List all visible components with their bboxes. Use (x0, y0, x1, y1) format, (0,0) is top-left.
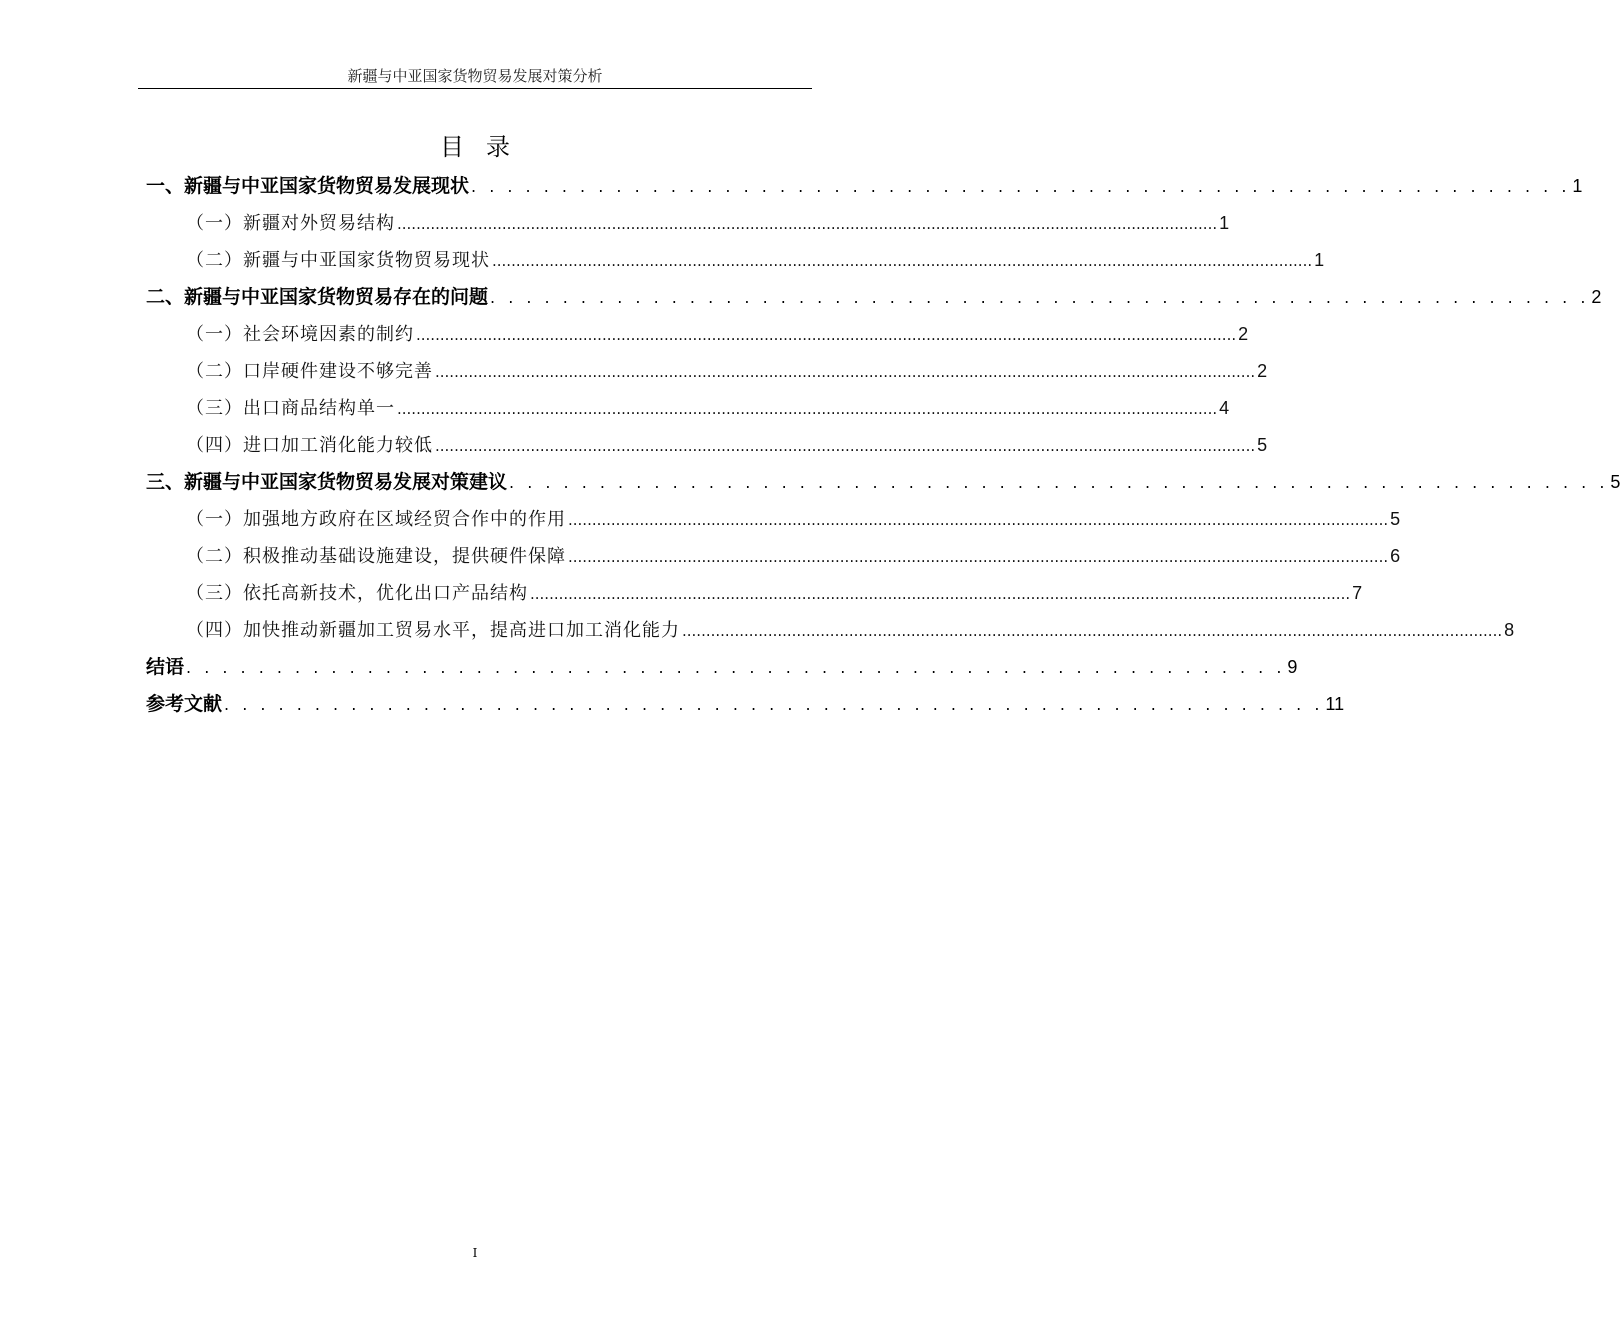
toc-subsection-entry[interactable] (146, 612, 1515, 649)
toc-entry-page: 1 (1572, 176, 1583, 196)
toc-subsection-entry[interactable] (146, 353, 1268, 390)
toc-entry-page: 1 (1219, 213, 1230, 233)
toc-entry-label: （一）加强地方政府在区域经贸合作中的作用 (186, 509, 566, 530)
toc-subsection-entry[interactable] (146, 501, 1401, 538)
toc-entry-label: （三）依托高新技术，优化出口产品结构 (186, 583, 528, 604)
toc-subsection-entry[interactable] (146, 427, 1268, 464)
toc-entry-page: 2 (1591, 287, 1602, 307)
toc-section-entry[interactable] (146, 464, 1620, 501)
toc-subsection-entry[interactable] (146, 316, 1249, 353)
toc-entry-page: 6 (1390, 546, 1401, 566)
toc-dot-leader: ............................................................................................................................................................................ (568, 511, 1389, 529)
toc-entry-label: 一、新疆与中亚国家货物贸易发展现状 (146, 175, 470, 197)
toc-entry-page: 7 (1352, 583, 1363, 603)
toc-entry-label: 参考文献 (146, 693, 223, 715)
toc-entry-label: 结语 (146, 656, 185, 678)
toc-section-entry[interactable] (146, 168, 1583, 205)
toc-dot-leader: ............................................................................................................................................................................ (530, 585, 1351, 603)
toc-entry-page: 2 (1257, 361, 1268, 381)
toc-entry-page: 1 (1314, 250, 1325, 270)
toc-title: 目录 (440, 133, 532, 161)
toc-dot-leader: . . . . . . . . . . . . . . . . . . . . . . . . . . . . . . . . . . . . . . . . . . . . . . . . . . . . . . . . . . . . . (490, 288, 1590, 307)
toc-subsection-entry[interactable] (146, 242, 1325, 279)
toc-dot-leader: . . . . . . . . . . . . . . . . . . . . . . . . . . . . . . . . . . . . . . . . . . . . . . . . . . . . . . . . . . . . . (224, 695, 1324, 714)
toc-entry-label: （二）积极推动基础设施建设，提供硬件保障 (186, 546, 566, 567)
toc-subsection-entry[interactable] (146, 205, 1230, 242)
running-header: 新疆与中亚国家货物贸易发展对策分析 (138, 64, 812, 89)
toc-entry-label: （一）新疆对外贸易结构 (186, 213, 395, 234)
toc-entry-page: 5 (1610, 472, 1620, 492)
toc-entry-page: 5 (1390, 509, 1401, 529)
toc-entry-page: 4 (1219, 398, 1230, 418)
toc-entry-label: 二、新疆与中亚国家货物贸易存在的问题 (146, 286, 489, 308)
toc-section-entry[interactable] (146, 279, 1602, 316)
page-number: I (472, 1246, 478, 1260)
toc-entry-label: （一）社会环境因素的制约 (186, 324, 414, 345)
toc-dot-leader: ............................................................................................................................................................................ (492, 252, 1313, 270)
toc-dot-leader: ............................................................................................................................................................................ (397, 400, 1218, 418)
toc-entry-label: （三）出口商品结构单一 (186, 398, 395, 419)
toc-dot-leader: ............................................................................................................................................................................ (682, 622, 1503, 640)
toc-dot-leader: . . . . . . . . . . . . . . . . . . . . . . . . . . . . . . . . . . . . . . . . . . . . . . . . . . . . . . . . . . . . . (509, 473, 1609, 492)
toc-dot-leader: ............................................................................................................................................................................ (568, 548, 1389, 566)
toc-entry-page: 8 (1504, 620, 1515, 640)
toc-subsection-entry[interactable] (146, 390, 1230, 427)
toc-dot-leader: ............................................................................................................................................................................ (416, 326, 1237, 344)
toc-entry-page: 11 (1325, 694, 1345, 714)
toc-entry-label: （四）进口加工消化能力较低 (186, 435, 433, 456)
toc-dot-leader: . . . . . . . . . . . . . . . . . . . . . . . . . . . . . . . . . . . . . . . . . . . . . . . . . . . . . . . . . . . . . (186, 658, 1286, 677)
toc-entry-page: 2 (1238, 324, 1249, 344)
toc-dot-leader: ............................................................................................................................................................................ (435, 437, 1256, 455)
toc-entry-page: 5 (1257, 435, 1268, 455)
toc-entry-label: （二）口岸硬件建设不够完善 (186, 361, 433, 382)
toc-section-entry[interactable] (146, 686, 1345, 723)
toc-section-entry[interactable] (146, 649, 1298, 686)
toc-entry-label: （四）加快推动新疆加工贸易水平，提高进口加工消化能力 (186, 620, 680, 641)
toc-dot-leader: . . . . . . . . . . . . . . . . . . . . . . . . . . . . . . . . . . . . . . . . . . . . . . . . . . . . . . . . . . . . . (471, 177, 1571, 196)
table-of-contents (146, 168, 1620, 723)
toc-subsection-entry[interactable] (146, 538, 1401, 575)
toc-subsection-entry[interactable] (146, 575, 1363, 612)
toc-dot-leader: ............................................................................................................................................................................ (397, 215, 1218, 233)
toc-dot-leader: ............................................................................................................................................................................ (435, 363, 1256, 381)
toc-entry-page: 9 (1287, 657, 1298, 677)
toc-entry-label: 三、新疆与中亚国家货物贸易发展对策建议 (146, 471, 508, 493)
toc-entry-label: （二）新疆与中亚国家货物贸易现状 (186, 250, 490, 271)
